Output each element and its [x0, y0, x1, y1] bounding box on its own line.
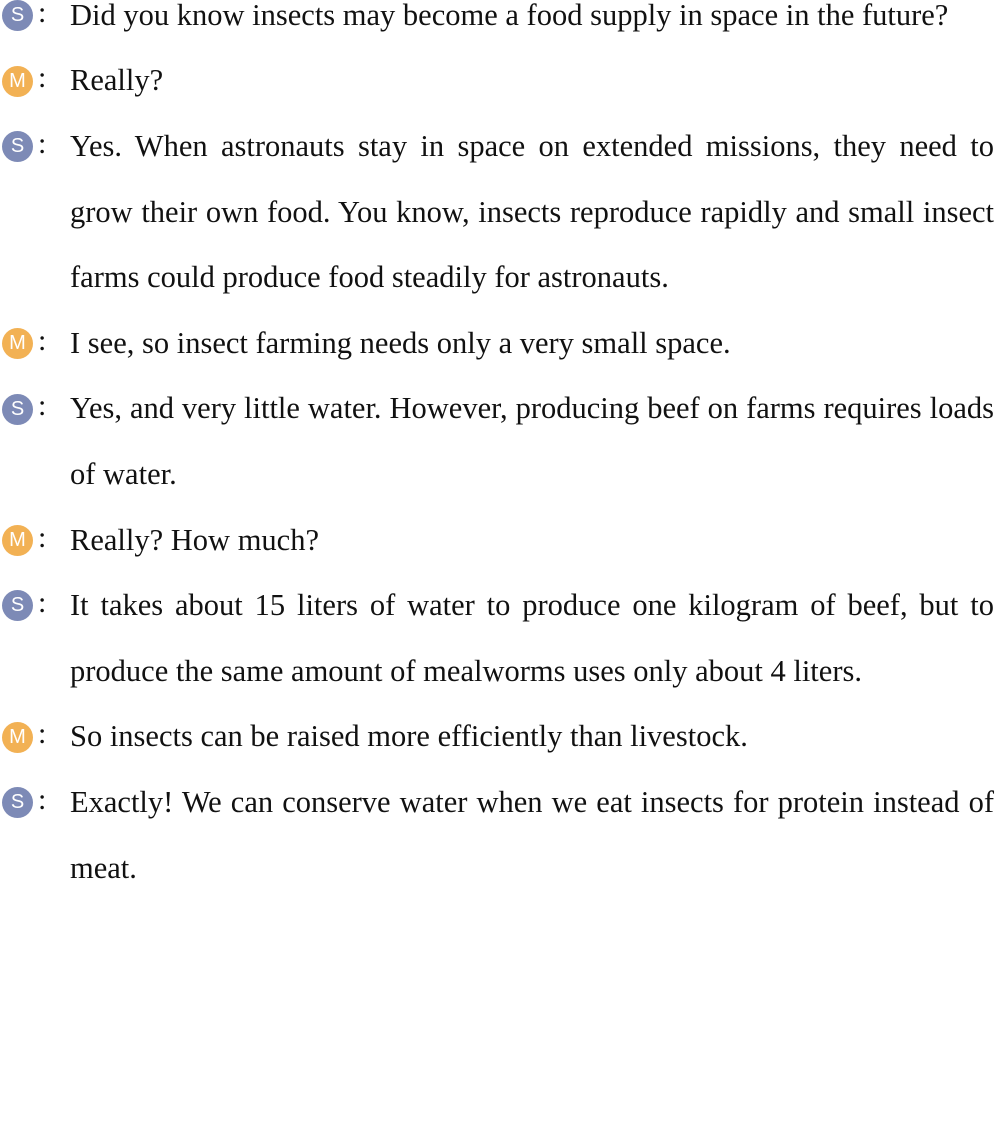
turn-text: It takes about 15 liters of water to produce one kilogram of beef, but to produce the same amount of mealworms uses only about 4 liters.	[70, 588, 994, 688]
turn-text: Yes, and very little water. However, producing beef on farms requires loads of water.	[70, 391, 994, 491]
speaker-badge-m: M	[2, 722, 33, 753]
dialogue-turn	[0, 508, 994, 574]
speaker-colon: :	[38, 61, 47, 95]
dialogue-turn	[0, 311, 994, 377]
speaker-colon: :	[38, 717, 47, 751]
turn-text: Exactly! We can conserve water when we eat insects for protein instead of meat.	[70, 784, 994, 885]
dialogue-turn	[0, 704, 994, 770]
speaker-badge-s: S	[2, 131, 33, 162]
speaker-badge-s: S	[2, 394, 33, 425]
speaker-badge-s: S	[2, 787, 33, 818]
dialogue-turn	[0, 48, 994, 114]
speaker-badge-m: M	[2, 525, 33, 556]
dialogue-turn	[0, 114, 994, 311]
speaker-colon: :	[38, 126, 47, 160]
turn-text: Really? How much?	[70, 522, 320, 557]
dialogue-turn	[0, 376, 994, 507]
speaker-badge-m: M	[2, 66, 33, 97]
turn-text: So insects can be raised more efficiently than livestock.	[70, 719, 748, 754]
turn-text: Really?	[70, 63, 164, 98]
dialogue-turn	[0, 770, 994, 901]
turn-text: Yes. When astronauts stay in space on extended missions, they need to grow their own food. You know, insects reproduce rapidly and small insect farms could produce food steadily for astronauts.	[70, 128, 994, 295]
dialogue-turn	[0, 0, 994, 48]
speaker-badge-m: M	[2, 328, 33, 359]
dialogue-turn	[0, 573, 994, 704]
speaker-colon: :	[38, 586, 47, 620]
speaker-colon: :	[38, 323, 47, 357]
speaker-colon: :	[38, 0, 47, 29]
speaker-colon: :	[38, 389, 47, 423]
speaker-badge-s: S	[2, 0, 33, 31]
speaker-colon: :	[38, 782, 47, 816]
turn-text: Did you know insects may become a food supply in space in the future?	[70, 0, 949, 32]
turn-text: I see, so insect farming needs only a very small space.	[70, 325, 731, 360]
speaker-colon: :	[38, 520, 47, 554]
speaker-badge-s: S	[2, 590, 33, 621]
